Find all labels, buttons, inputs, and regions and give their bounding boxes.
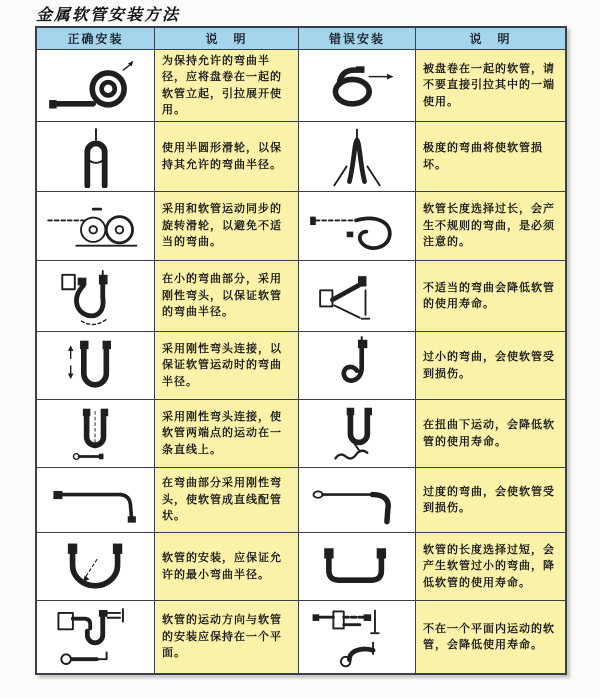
wrong-explanation: 软管的长度选择过短，会产生软管过小的弯曲，降低软管的使用寿命。 <box>416 533 565 601</box>
synchronized-rotating-pulleys-icon <box>43 196 149 256</box>
header-explanation-2: 说 明 <box>416 28 565 50</box>
coiled-hose-pulled-end-icon <box>305 56 409 116</box>
wrong-install-figure <box>299 261 416 332</box>
correct-install-figure <box>37 468 155 533</box>
table-row <box>37 468 565 533</box>
minimum-bend-radius-u-icon <box>43 537 149 597</box>
header-explanation-1: 说 明 <box>155 28 299 50</box>
header-wrong-install: 错误安装 <box>299 28 416 50</box>
correct-install-figure <box>37 122 155 192</box>
hose-out-of-plane-motion-icon <box>305 605 409 669</box>
wrong-explanation: 不适当的弯曲会降低软管的使用寿命。 <box>416 261 565 332</box>
page-title: 金属软管安装方法 <box>36 7 181 24</box>
table-row <box>37 533 565 601</box>
correct-install-figure <box>37 601 155 673</box>
wrong-install-figure <box>299 192 416 261</box>
too-small-bend-hook-icon <box>305 336 409 396</box>
table-row <box>37 122 565 192</box>
hose-over-semicircular-pulley-icon <box>43 126 149 188</box>
hose-installation-table <box>35 26 567 675</box>
hose-motion-in-one-plane-icon <box>43 605 149 669</box>
wrong-install-figure <box>299 122 416 192</box>
wrong-install-figure <box>299 533 416 601</box>
wrong-explanation: 过小的弯曲，会使软管受到损伤。 <box>416 332 565 400</box>
correct-install-figure <box>37 400 155 468</box>
improper-sharp-bend-icon <box>305 265 409 327</box>
u-hose-twisted-motion-icon <box>305 404 409 464</box>
over-bent-elbow-hose-icon <box>305 471 409 529</box>
table-row <box>37 400 565 468</box>
rigid-elbow-u-connection-icon <box>43 336 149 396</box>
coiled-hose-stood-up-icon <box>43 56 149 116</box>
rigid-elbow-small-bend-icon <box>43 265 149 327</box>
correct-explanation: 为保持允许的弯曲半径，应将盘卷在一起的软管立起，引拉展开使用。 <box>155 50 299 122</box>
wrong-install-figure <box>299 400 416 468</box>
correct-install-figure <box>37 192 155 261</box>
wrong-install-figure <box>299 601 416 673</box>
table-row <box>37 50 565 122</box>
correct-explanation: 在弯曲部分采用刚性弯头，使软管成直线配管状。 <box>155 468 299 533</box>
wrong-explanation: 不在一个平面内运动的软管，会降低使用寿命。 <box>416 601 565 673</box>
correct-explanation: 在小的弯曲部分，采用刚性弯头，以保证软管的弯曲半径。 <box>155 261 299 332</box>
correct-explanation: 采用刚性弯头连接，以保证软管运动时的弯曲半径。 <box>155 332 299 400</box>
correct-explanation: 软管的运动方向与软管的安装应保持在一个平面。 <box>155 601 299 673</box>
wrong-install-figure <box>299 332 416 400</box>
wrong-explanation: 软管长度选择过长，会产生不规则的弯曲，是必须注意的。 <box>416 192 565 261</box>
wrong-explanation: 过度的弯曲，会使软管受到损伤。 <box>416 468 565 533</box>
table-row <box>37 601 565 673</box>
correct-explanation: 采用刚性弯头连接，使软管两端点的运动在一条直线上。 <box>155 400 299 468</box>
correct-explanation: 使用半圆形滑轮，以保持其允许的弯曲半径。 <box>155 122 299 192</box>
correct-explanation: 采用和软管运动同步的旋转滑轮，以避免不适当的弯曲。 <box>155 192 299 261</box>
table-header-row <box>37 28 565 50</box>
table-row <box>37 261 565 332</box>
straight-piping-rigid-elbow-icon <box>43 471 149 529</box>
over-long-hose-irregular-loop-icon <box>305 196 409 256</box>
wrong-install-figure <box>299 468 416 533</box>
correct-explanation: 软管的安装，应保证允许的最小弯曲半径。 <box>155 533 299 601</box>
correct-install-figure <box>37 533 155 601</box>
header-correct-install: 正确安装 <box>37 28 155 50</box>
wrong-install-figure <box>299 50 416 122</box>
too-short-flat-u-icon <box>305 537 409 597</box>
wrong-explanation: 被盘卷在一起的软管，请不要直接引拉其中的一端使用。 <box>416 50 565 122</box>
table-row <box>37 332 565 400</box>
correct-install-figure <box>37 50 155 122</box>
table-row <box>37 192 565 261</box>
wrong-explanation: 在扭曲下运动，会降低软管的使用寿命。 <box>416 400 565 468</box>
correct-install-figure <box>37 261 155 332</box>
hose-extreme-hairpin-bend-icon <box>305 126 409 188</box>
u-hose-ends-on-straight-line-icon <box>43 404 149 464</box>
wrong-explanation: 极度的弯曲将使软管损坏。 <box>416 122 565 192</box>
correct-install-figure <box>37 332 155 400</box>
